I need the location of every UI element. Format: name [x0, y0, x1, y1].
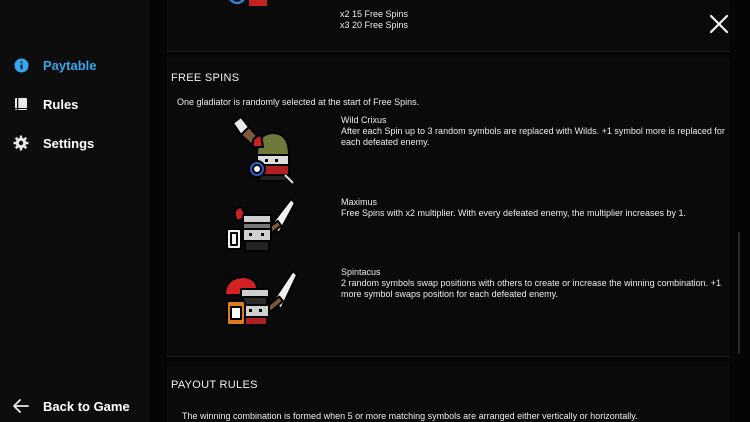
free-spins-intro: One gladiator is randomly selected at the start of Free Spins. [177, 97, 420, 107]
maximus-gladiator-icon [221, 195, 299, 257]
free-spins-panel [167, 57, 730, 357]
nav-label-settings: Settings [43, 135, 95, 151]
back-to-game-button[interactable] [0, 391, 150, 421]
scatter-symbol-icon [225, 0, 275, 10]
gladiator-desc-spintacus: 2 random symbols swap positions with others to create or increase the winning combination. +1 more symbol swaps position for each defeated enemy. [341, 278, 721, 299]
scrollbar[interactable] [738, 232, 740, 354]
nav-item-rules[interactable] [0, 89, 150, 119]
info-icon [13, 57, 29, 73]
gladiator-name-crixus: Wild Crixus [341, 115, 387, 125]
gladiator-desc-crixus: After each Spin up to 3 random symbols are replaced with Wilds. +1 symbol more is replaced for each defeated enemy. [341, 126, 725, 147]
close-icon [708, 13, 730, 35]
nav-label-rules: Rules [43, 96, 79, 112]
sidebar [0, 0, 150, 422]
nav-label-paytable: Paytable [43, 57, 97, 73]
top-line-2: x3 20 Free Spins [340, 20, 409, 30]
free-spins-title: FREE SPINS [171, 72, 240, 84]
payout-rules-panel [167, 362, 730, 422]
close-button[interactable] [708, 13, 730, 35]
arrow-left-icon [13, 398, 29, 414]
paytable-content [150, 0, 750, 422]
top-line-1: x2 15 Free Spins [340, 9, 409, 19]
gear-icon [13, 135, 29, 151]
gladiator-name-maximus: Maximus [341, 197, 378, 207]
gladiator-name-spintacus: Spintacus [341, 267, 381, 277]
crixus-gladiator-icon [227, 117, 299, 185]
payout-rules-title: PAYOUT RULES [171, 379, 258, 391]
gladiator-desc-maximus: Free Spins with x2 multiplier. With every defeated enemy, the multiplier increases by 1. [341, 208, 686, 218]
back-to-game-label: Back to Game [43, 398, 130, 414]
spintacus-gladiator-icon [217, 267, 301, 331]
book-icon [13, 96, 29, 112]
nav-item-paytable[interactable] [0, 50, 150, 80]
payout-rules-text: The winning combination is formed when 5 or more matching symbols are arranged either vertically or horizontally. [182, 411, 638, 421]
nav-item-settings[interactable] [0, 128, 150, 158]
top-panel [167, 0, 730, 52]
